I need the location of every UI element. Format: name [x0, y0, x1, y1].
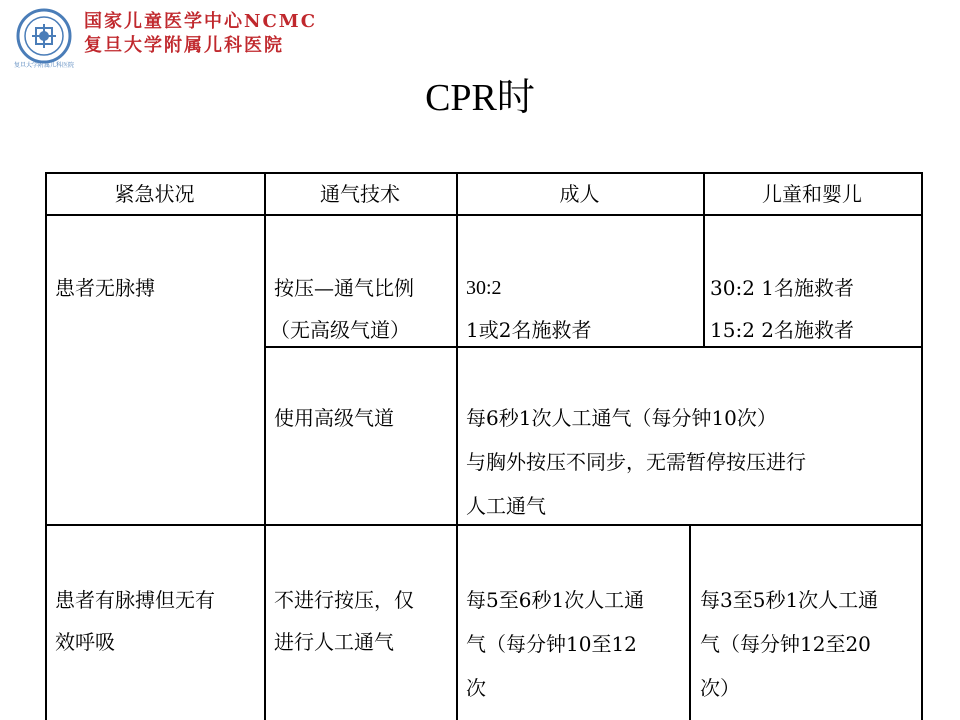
row2-tech-line1: 不进行按压，仅: [274, 588, 414, 612]
row1-tech1-line2: （无高级气道）: [270, 318, 410, 342]
header-ventilation-technique: 通气技术: [320, 182, 400, 206]
table-border-right: [921, 172, 923, 720]
row1-adult-line1: 30:2: [466, 277, 502, 299]
header-adult: 成人: [559, 182, 600, 206]
row1-advanced-line3: 人工通气: [466, 494, 546, 518]
page-title: CPR时: [425, 77, 535, 119]
col-divider-1: [264, 172, 266, 720]
header-divider: [45, 214, 923, 216]
row2-situation-line1: 患者有脉搏但无有: [55, 588, 215, 612]
row1-adult-line2: 1或2名施救者: [466, 318, 592, 342]
institution-name: [84, 10, 317, 58]
row2-child-line3: 次）: [700, 676, 740, 700]
hospital-logo: [14, 8, 74, 74]
col-divider-3-bottom: [689, 524, 691, 720]
row2-tech-line2: 进行人工通气: [274, 630, 394, 654]
institution-line-2: 复旦大学附属儿科医院: [84, 35, 284, 56]
row2-situation-line2: 效呼吸: [55, 630, 115, 654]
row2-child-line2: 气（每分钟12至20: [700, 632, 871, 656]
header-child-infant: 儿童和婴儿: [762, 182, 862, 206]
col-divider-2: [456, 172, 458, 720]
row1-situation: 患者无脉搏: [55, 276, 155, 300]
row1-child-line1: 30:2 1名施救者: [710, 276, 854, 300]
table-border-left: [45, 172, 47, 720]
row1-tech1-line1: 按压—通气比例: [274, 276, 414, 300]
row2-child-line1: 每3至5秒1次人工通: [700, 588, 879, 612]
institution-line-1: 国家儿童医学中心NCMC: [84, 11, 318, 32]
row2-adult-line2: 气（每分钟10至12: [466, 632, 637, 656]
row2-adult-line1: 每5至6秒1次人工通: [466, 588, 645, 612]
cpr-ventilation-table: [45, 172, 923, 720]
logo-caption: 复旦大学附属儿科医院: [14, 62, 74, 69]
header-situation: 紧急状况: [114, 182, 195, 206]
row2-adult-line3: 次: [466, 676, 486, 700]
row1-child-line2: 15:2 2名施救者: [710, 318, 854, 342]
row1-tech2: 使用高级气道: [274, 406, 394, 430]
row1-advanced-line2: 与胸外按压不同步，无需暂停按压进行: [466, 450, 806, 474]
row1-advanced-line1: 每6秒1次人工通气（每分钟10次）: [466, 406, 777, 430]
